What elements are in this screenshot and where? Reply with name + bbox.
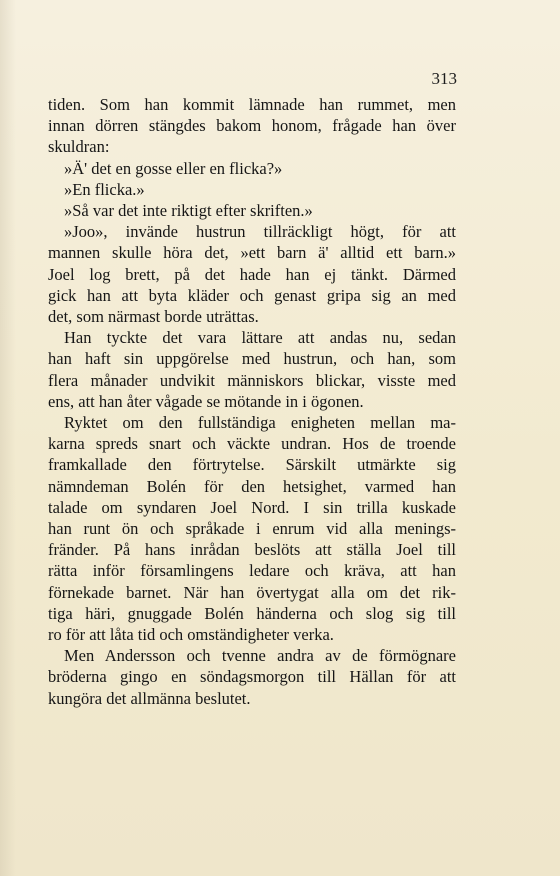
text-line: talade om syndaren Joel Nord. I sin trilla kuskade	[48, 497, 456, 517]
text-line: Joel log brett, på det hade han ej tänkt. Därmed	[48, 264, 456, 284]
text-line: innan dörren stängdes bakom honom, frågade han över	[48, 116, 456, 136]
text-line: Han tyckte det vara lättare att andas nu, sedan	[64, 328, 456, 348]
text-line: gick han att byta kläder och genast gripa sig an med	[48, 285, 456, 305]
text-line: framkallade den förtrytelse. Särskilt utmärkte sig	[48, 455, 456, 475]
text-line: ens, att han åter vågade se mötande in i ögonen.	[48, 391, 364, 411]
text-line: rätta inför församlingens ledare och kräva, att han	[48, 561, 456, 581]
text-line: mannen skulle höra det, »ett barn ä' alltid ett barn.»	[48, 243, 456, 263]
text-line: fränder. På hans inrådan beslöts att ställa Joel till	[48, 540, 456, 560]
text-line: Men Andersson och tvenne andra av de förmögnare	[64, 646, 456, 666]
text-line: skuldran:	[48, 137, 110, 157]
page-fold-shadow	[0, 0, 16, 876]
text-line: förnekade barnet. När han övertygat alla om det rik-	[48, 582, 456, 602]
text-line: Ryktet om den fullständiga enigheten mellan ma-	[64, 413, 456, 433]
text-line: det, som närmast borde uträttas.	[48, 307, 259, 327]
text-line: flera månader undvikit människors blickar, visste med	[48, 370, 456, 390]
text-line: nämndeman Bolén för den hetsighet, varmed han	[48, 476, 456, 496]
text-line: »En flicka.»	[64, 179, 145, 199]
text-line: tiga häri, gnuggade Bolén händerna och slog sig till	[48, 603, 456, 623]
text-line: »Joo», invände hustrun tillräckligt högt, för att	[64, 222, 456, 242]
text-line: kungöra det allmänna beslutet.	[48, 688, 251, 708]
text-line: »Så var det inte riktigt efter skriften.»	[64, 201, 313, 221]
text-line: ro för att låta tid och omständigheter verka.	[48, 625, 334, 645]
text-line: tiden. Som han kommit lämnade han rummet, men	[48, 95, 456, 114]
text-line: han haft sin uppgörelse med hustrun, och han, som	[48, 349, 456, 369]
text-line: han runt ön och språkade i enrum vid alla menings-	[48, 519, 456, 539]
text-line: bröderna gingo en söndagsmorgon till Hällan för att	[48, 667, 456, 687]
body-text	[48, 94, 456, 709]
page-number: 313	[431, 69, 457, 88]
text-line: karna spreds snart och väckte undran. Hos de troende	[48, 434, 456, 454]
text-line: »Ä' det en gosse eller en flicka?»	[64, 158, 283, 178]
